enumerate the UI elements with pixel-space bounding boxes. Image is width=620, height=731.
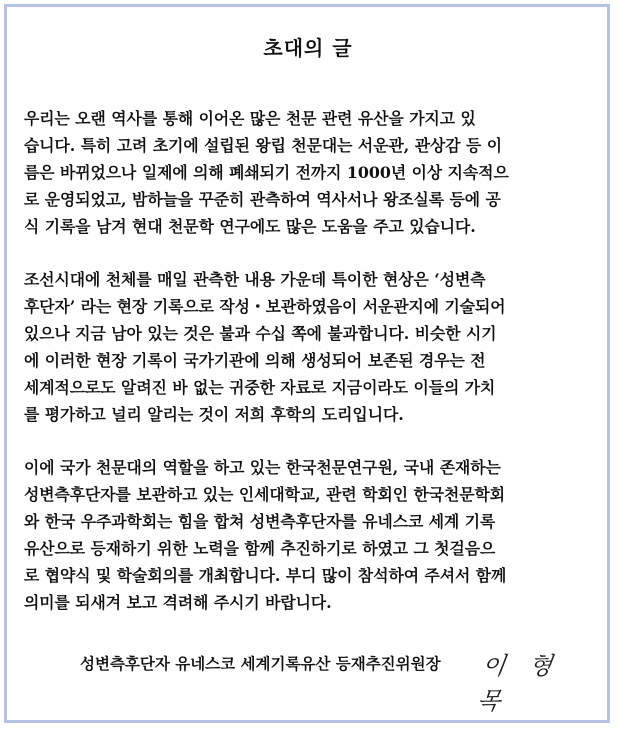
paragraph-line: 에 이러한 현장 기록이 국가기관에 의해 생성되어 보존된 경우는 전 xyxy=(24,351,486,370)
letter-title: 초대의 글 xyxy=(263,36,353,60)
signature-block xyxy=(60,646,570,715)
paragraph-3 xyxy=(24,454,592,616)
paragraph-line: 와 한국 우주과학회는 힘을 합쳐 성변측후단자를 유네스코 세계 기록 xyxy=(24,512,496,531)
paragraph-line: 유산으로 등재하기 위한 노력을 함께 추진하기로 하였고 그 첫걸음으 xyxy=(24,539,496,558)
signature-title: 성변측후단자 유네스코 세계기록유산 등재추진위원장 xyxy=(80,654,441,673)
letter-body xyxy=(24,18,592,642)
paragraph-line: 후단자’ 라는 현장 기록으로 작성・보관하였음이 서운관지에 기술되어 xyxy=(24,297,506,316)
handwritten-signature: 이 형 목 xyxy=(475,652,563,715)
paragraph-line: 로 협약식 및 학술회의를 개최합니다. 부디 많이 참석하여 주셔서 함께 xyxy=(24,566,507,585)
paragraph-line: 우리는 오랜 역사를 통해 이어온 많은 천문 관련 유산을 가지고 있 xyxy=(24,109,476,128)
paragraph-line: 식 기록을 남겨 현대 천문학 연구에도 많은 도움을 주고 있습니다. xyxy=(24,217,476,236)
paragraph-line: 조선시대에 천체를 매일 관측한 내용 가운데 특이한 현상은 ‘성변측 xyxy=(24,270,486,289)
paragraph-2 xyxy=(24,266,592,428)
paragraph-line: 성변측후단자를 보관하고 있는 인세대학교, 관련 학회인 한국천문학회 xyxy=(24,485,506,504)
paragraph-1 xyxy=(24,105,592,240)
paragraph-line: 습니다. 특히 고려 초기에 설립된 왕립 천문대는 서운관, 관상감 등 이 xyxy=(24,136,503,155)
paragraph-line: 의미를 되새겨 보고 격려해 주시기 바랍니다. xyxy=(24,593,332,612)
paragraph-line: 름은 바뀌었으나 일제에 의해 폐쇄되기 전까지 1000년 이상 지속적으 xyxy=(24,163,509,182)
paragraph-line: 를 평가하고 널리 알리는 것이 저희 후학의 도리입니다. xyxy=(24,405,404,424)
paragraph-line: 로 운영되었고, 밤하늘을 꾸준히 관측하여 역사서나 왕조실록 등에 공 xyxy=(24,190,501,209)
paragraph-line: 이에 국가 천문대의 역할을 하고 있는 한국천문연구원, 국내 존재하는 xyxy=(24,458,501,477)
paragraph-line: 세계적으로도 알려진 바 없는 귀중한 자료로 지금이라도 이들의 가치 xyxy=(24,378,496,397)
paragraph-line: 있으나 지금 남아 있는 것은 불과 수십 쪽에 불과합니다. 비슷한 시기 xyxy=(24,324,497,343)
